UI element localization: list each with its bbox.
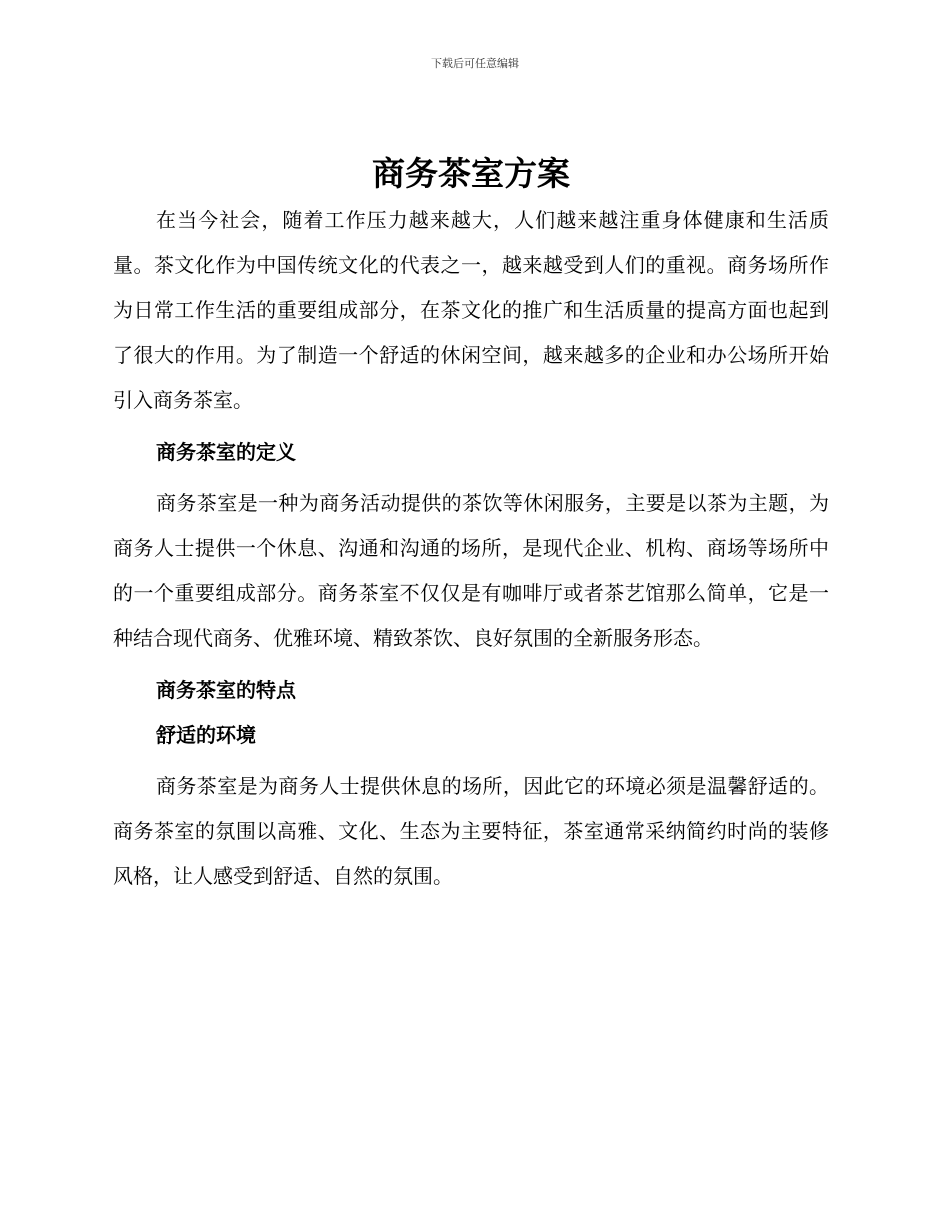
- document-title: 商务茶室方案: [372, 154, 570, 193]
- environment-heading: 舒适的环境: [156, 723, 256, 747]
- definition-heading: 商务茶室的定义: [156, 440, 296, 464]
- environment-paragraph: 商务茶室是为商务人士提供休息的场所，因此它的环境必须是温馨舒适的。商务茶室的氛围以高雅、文化、生态为主要特征，茶室通常采纳简约时尚的装修风格，让人感受到舒适、自然的氛围。: [113, 774, 829, 888]
- definition-paragraph: 商务茶室是一种为商务活动提供的茶饮等休闲服务，主要是以茶为主题，为商务人士提供一个休息、沟通和沟通的场所，是现代企业、机构、商场等场所中的一个重要组成部分。商务茶室不仅仅是有咖啡厅或者茶艺馆那么简单，它是一种结合现代商务、优雅环境、精致茶饮、良好氛围的全新服务形态。: [113, 491, 829, 650]
- document-content: [113, 150, 829, 899]
- header-note: 下载后可任意编辑: [431, 57, 519, 70]
- intro-paragraph: 在当今社会，随着工作压力越来越大，人们越来越注重身体健康和生活质量。茶文化作为中国传统文化的代表之一，越来越受到人们的重视。商务场所作为日常工作生活的重要组成部分，在茶文化的推广和生活质量的提高方面也起到了很大的作用。为了制造一个舒适的休闲空间，越来越多的企业和办公场所开始引入商务茶室。: [113, 208, 829, 412]
- features-heading: 商务茶室的特点: [156, 678, 296, 702]
